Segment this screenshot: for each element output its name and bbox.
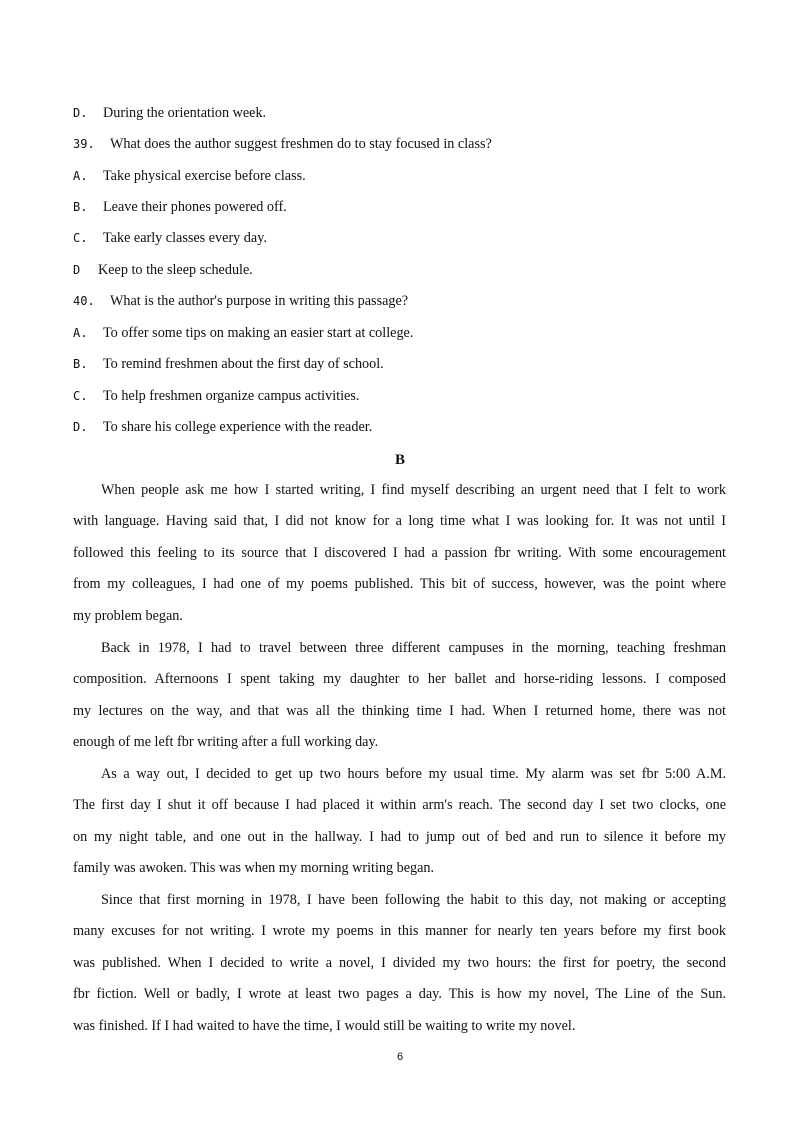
- paragraph-line: my problem began.: [73, 608, 183, 624]
- paragraph-line: As a way out, I decided to get up two hours before my usual time. My alarm was set fbr 5:00 A.M.: [101, 766, 726, 782]
- question-text: What does the author suggest freshmen do to stay focused in class?: [110, 136, 492, 152]
- paragraph-line: family was awoken. This was when my morning writing began.: [73, 860, 435, 876]
- question-number: 40.: [73, 294, 95, 308]
- paragraph-line: When people ask me how I started writing, I find myself describing an urgent need that I felt to work: [101, 482, 726, 498]
- option-b-q40: [73, 355, 384, 373]
- paragraph-line: many excuses for not writing. I wrote my poems in this manner for nearly ten years before my first book: [73, 923, 726, 939]
- paragraph-line: followed this feeling to its source that I discovered I had a passion fbr writing. With some encouragement: [73, 545, 726, 561]
- option-text: To remind freshmen about the first day of school.: [103, 356, 384, 372]
- option-label: D.: [73, 106, 88, 120]
- option-c-q39: [73, 229, 267, 247]
- option-label: C.: [73, 389, 88, 403]
- option-b-q39: [73, 198, 287, 216]
- option-text: During the orientation week.: [103, 105, 267, 121]
- section-heading: B: [394, 452, 405, 468]
- option-label: B.: [73, 357, 88, 371]
- option-label: D.: [73, 420, 88, 434]
- option-text: To help freshmen organize campus activities.: [103, 388, 360, 404]
- option-a-q40: [73, 324, 413, 342]
- question-40: [73, 292, 408, 310]
- option-label: B.: [73, 200, 88, 214]
- option-label: A.: [73, 169, 88, 183]
- option-text: Take early classes every day.: [103, 230, 267, 246]
- question-number: 39.: [73, 137, 95, 151]
- question-text: What is the author's purpose in writing this passage?: [110, 293, 409, 309]
- paragraph-line: The first day I shut it off because I had placed it within arm's reach. The second day I set two clocks, one: [73, 797, 726, 813]
- paragraph-line: my lectures on the way, and that was all the thinking time I had. When I returned home, there was not: [73, 703, 726, 719]
- paragraph-line: composition. Afternoons I spent taking my daughter to her ballet and horse-riding lessons. I composed: [73, 671, 726, 687]
- paragraph-line: enough of me left fbr writing after a full working day.: [73, 734, 379, 750]
- paragraph-line: Since that first morning in 1978, I have been following the habit to this day, not making or accepting: [101, 892, 726, 908]
- option-d-q40: [73, 418, 372, 436]
- paragraph-line: was published. When I decided to write a novel, I divided my two hours: the first for poetry, the second: [73, 955, 726, 971]
- question-39: [73, 135, 492, 153]
- option-text: Leave their phones powered off.: [103, 199, 287, 215]
- option-text: To offer some tips on making an easier start at college.: [103, 325, 414, 341]
- option-text: To share his college experience with the reader.: [103, 419, 373, 435]
- option-d-q39: [73, 261, 253, 279]
- option-text: Take physical exercise before class.: [103, 168, 306, 184]
- paragraph-line: was finished. If I had waited to have the time, I would still be waiting to write my novel.: [73, 1018, 576, 1034]
- paragraph-line: from my colleagues, I had one of my poems published. This bit of success, however, was the point where: [73, 576, 726, 592]
- option-label: D: [73, 263, 81, 277]
- page-number: 6: [396, 1051, 404, 1063]
- option-text: Keep to the sleep schedule.: [98, 262, 253, 278]
- option-label: C.: [73, 231, 88, 245]
- paragraph-line: fbr fiction. Well or badly, I wrote at least two pages a day. This is how my novel, The Line of the Sun.: [73, 986, 726, 1002]
- option-c-q40: [73, 387, 359, 405]
- paragraph-line: on my night table, and one out in the hallway. I had to jump out of bed and run to silence it before my: [73, 829, 726, 845]
- paragraph-line: Back in 1978, I had to travel between three different campuses in the morning, teaching freshman: [101, 640, 726, 656]
- option-label: A.: [73, 326, 88, 340]
- paragraph-line: with language. Having said that, I did not know for a long time what I was looking for. It was not until I: [73, 513, 726, 529]
- option-d-q38: [73, 104, 266, 122]
- option-a-q39: [73, 167, 306, 185]
